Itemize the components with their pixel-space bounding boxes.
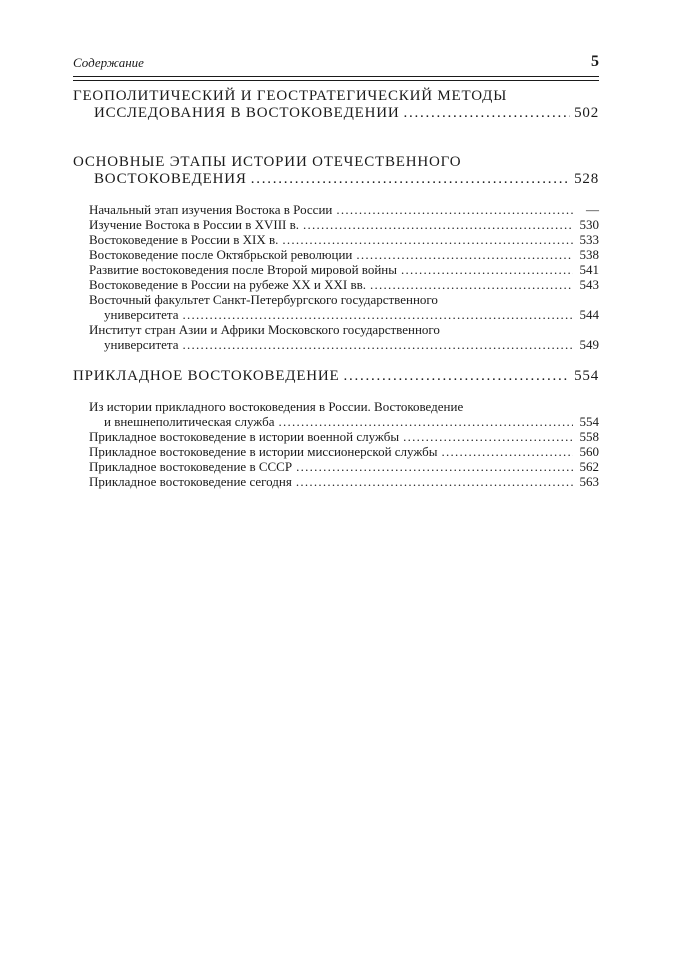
entry-page: 558 (579, 429, 599, 444)
section-title[interactable]: ОСНОВНЫЕ ЭТАПЫ ИСТОРИИ ОТЕЧЕСТВЕННОГО (73, 154, 462, 170)
dot-leader (183, 337, 573, 352)
section-title-line[interactable] (73, 368, 599, 385)
dot-leader (282, 232, 573, 247)
entry-page: 538 (579, 247, 599, 262)
entry-page: 549 (579, 337, 599, 352)
toc-entry[interactable] (89, 217, 599, 232)
entry-page: 554 (579, 414, 599, 429)
entry-title: Востоковедение после Октябрьской революции (89, 247, 353, 262)
toc-section (73, 88, 599, 122)
dot-leader (344, 368, 571, 385)
entry-title: Прикладное востоковедение сегодня (89, 474, 292, 489)
entry-title-cont: университета (104, 307, 179, 322)
dot-leader (278, 414, 573, 429)
toc-entry[interactable] (89, 474, 599, 489)
entry-page: 533 (579, 232, 599, 247)
entry-page: 543 (579, 277, 599, 292)
entry-title: Востоковедение в России в XIX в. (89, 232, 279, 247)
entry-title-cont: и внешнеполитическая служба (104, 414, 275, 429)
toc-subentries (73, 202, 599, 352)
header-title: Содержание (73, 55, 144, 70)
table-of-contents (73, 88, 599, 505)
toc-entry[interactable] (89, 459, 599, 474)
dot-leader (251, 171, 570, 188)
dot-leader (296, 459, 573, 474)
section-page: 528 (574, 171, 599, 187)
entry-title: Начальный этап изучения Востока в России (89, 202, 333, 217)
dot-leader (442, 444, 573, 459)
toc-section (73, 368, 599, 385)
section-title: ПРИКЛАДНОЕ ВОСТОКОВЕДЕНИЕ (73, 368, 340, 384)
running-header (73, 55, 599, 77)
section-page: 554 (574, 368, 599, 384)
entry-title: Восточный факультет Санкт-Петербургского государственного (89, 292, 438, 307)
entry-title: Прикладное востоковедение в истории военной службы (89, 429, 400, 444)
dot-leader (403, 105, 570, 122)
entry-title: Востоковедение в России на рубеже XX и XXI вв. (89, 277, 367, 292)
entry-page: — (586, 202, 599, 217)
header-rule-thin (73, 80, 599, 81)
section-title[interactable]: ГЕОПОЛИТИЧЕСКИЙ И ГЕОСТРАТЕГИЧЕСКИЙ МЕТОДЫ (73, 88, 508, 104)
entry-page: 563 (579, 474, 599, 489)
toc-entry[interactable] (89, 277, 599, 292)
entry-page: 562 (579, 459, 599, 474)
section-page: 502 (574, 105, 599, 121)
entry-title: Прикладное востоковедение в истории миссионерской службы (89, 444, 438, 459)
dot-leader (303, 217, 573, 232)
entry-title: Из истории прикладного востоковедения в России. Востоковедение (89, 399, 464, 414)
dot-leader (370, 277, 573, 292)
toc-entry[interactable] (89, 444, 599, 459)
entry-page: 560 (579, 444, 599, 459)
toc-subentries (73, 399, 599, 489)
section-title-line[interactable] (73, 171, 599, 188)
dot-leader (296, 474, 573, 489)
dot-leader (403, 429, 573, 444)
dot-leader (356, 247, 573, 262)
entry-title: Прикладное востоковедение в СССР (89, 459, 293, 474)
toc-section (73, 154, 599, 188)
entry-title: Институт стран Азии и Африки Московского государственного (89, 322, 440, 337)
dot-leader (401, 262, 573, 277)
entry-title: Изучение Востока в России в XVIII в. (89, 217, 300, 232)
entry-page: 544 (579, 307, 599, 322)
entry-page: 530 (579, 217, 599, 232)
section-title-cont: ИССЛЕДОВАНИЯ В ВОСТОКОВЕДЕНИИ (94, 105, 400, 121)
toc-entry[interactable] (89, 247, 599, 262)
toc-entry[interactable] (89, 322, 599, 352)
dot-leader (336, 202, 573, 217)
entry-page: 541 (579, 262, 599, 277)
header-rule (73, 76, 599, 77)
toc-entry[interactable] (89, 399, 599, 429)
toc-entry[interactable] (89, 232, 599, 247)
section-title-line[interactable] (73, 105, 599, 122)
entry-title: Развитие востоковедения после Второй мировой войны (89, 262, 397, 277)
toc-entry[interactable] (89, 429, 599, 444)
page-number: 5 (591, 53, 599, 70)
entry-title-cont: университета (104, 337, 179, 352)
section-title-cont: ВОСТОКОВЕДЕНИЯ (94, 171, 247, 187)
toc-entry[interactable] (89, 262, 599, 277)
dot-leader (183, 307, 573, 322)
toc-entry[interactable] (89, 292, 599, 322)
toc-entry[interactable] (89, 202, 599, 217)
